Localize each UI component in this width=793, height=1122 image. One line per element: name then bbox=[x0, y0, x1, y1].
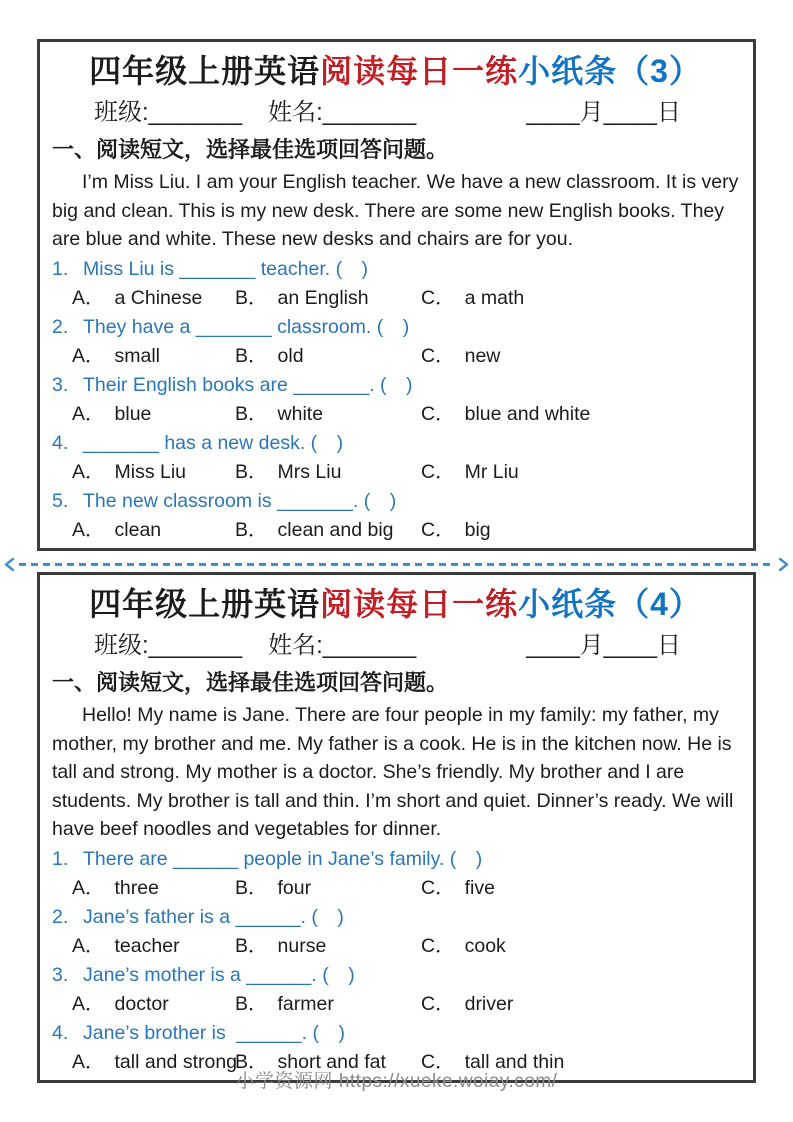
option-letter: C． bbox=[421, 1050, 455, 1073]
class-field-label: 班级: bbox=[94, 632, 149, 659]
option-c bbox=[421, 342, 739, 370]
option-c bbox=[421, 516, 739, 544]
option-letter: C． bbox=[421, 934, 455, 957]
option-c bbox=[421, 400, 739, 428]
option-c bbox=[421, 990, 739, 1018]
option-letter: C． bbox=[421, 518, 455, 541]
reading-passage: I’m Miss Liu. I am your English teacher. We have a new classroom. It is very big and clean. This is my new desk. There are some new English books. They are blue and white. These new desks and chairs are for you. bbox=[52, 171, 739, 250]
option-b bbox=[235, 458, 421, 486]
options-row bbox=[52, 458, 739, 486]
option-text: Miss Liu bbox=[114, 460, 187, 483]
option-text: big bbox=[464, 518, 491, 541]
question-text: The new classroom is _______. ( ) bbox=[83, 489, 397, 512]
option-b bbox=[235, 990, 421, 1018]
option-text: Mrs Liu bbox=[277, 460, 342, 483]
class-field-label: 班级: bbox=[94, 99, 149, 126]
option-text: Mr Liu bbox=[464, 460, 519, 483]
question-row bbox=[52, 255, 739, 283]
option-letter: B． bbox=[235, 344, 268, 367]
name-field-label: 姓名: bbox=[268, 632, 323, 659]
option-text: tall and strong bbox=[114, 1050, 238, 1073]
student-info-row bbox=[52, 98, 739, 128]
option-a bbox=[72, 516, 235, 544]
worksheet-title bbox=[52, 50, 739, 92]
option-text: clean bbox=[114, 518, 162, 541]
question-number: 5. bbox=[52, 489, 69, 512]
title-practice-part: 阅读每日一练 bbox=[320, 586, 519, 622]
option-letter: A． bbox=[72, 344, 105, 367]
question-number: 4. bbox=[52, 1021, 69, 1044]
option-text: blue and white bbox=[464, 402, 591, 425]
option-letter: C． bbox=[421, 992, 455, 1015]
title-number-part: 小纸条（3） bbox=[518, 53, 702, 89]
left-arrow-icon bbox=[3, 557, 18, 572]
question-row bbox=[52, 313, 739, 341]
section-heading: 一、阅读短文，选择最佳选项回答问题。 bbox=[52, 137, 449, 162]
question-text: They have a _______ classroom. ( ) bbox=[83, 315, 410, 338]
question-row bbox=[52, 487, 739, 515]
option-letter: B． bbox=[235, 876, 268, 899]
option-b bbox=[235, 516, 421, 544]
option-letter: A． bbox=[72, 934, 105, 957]
question-row bbox=[52, 371, 739, 399]
question-text: Miss Liu is _______ teacher. ( ) bbox=[83, 257, 369, 280]
option-letter: A． bbox=[72, 518, 105, 541]
question-row bbox=[52, 961, 739, 989]
option-c bbox=[421, 932, 739, 960]
option-letter: B． bbox=[235, 1050, 268, 1073]
option-letter: A． bbox=[72, 1050, 105, 1073]
question-row bbox=[52, 429, 739, 457]
option-b bbox=[235, 400, 421, 428]
title-number-part: 小纸条（4） bbox=[518, 586, 702, 622]
option-letter: B． bbox=[235, 518, 268, 541]
question-text: Jane’s brother is ______. ( ) bbox=[83, 1021, 345, 1044]
option-c bbox=[421, 874, 739, 902]
option-letter: A． bbox=[72, 992, 105, 1015]
option-letter: A． bbox=[72, 286, 105, 309]
question-row bbox=[52, 903, 739, 931]
question-number: 1. bbox=[52, 257, 69, 280]
class-blank: _______ bbox=[148, 99, 243, 126]
option-text: a Chinese bbox=[114, 286, 203, 309]
option-letter: A． bbox=[72, 876, 105, 899]
option-letter: C． bbox=[421, 286, 455, 309]
question-text: _______ has a new desk. ( ) bbox=[83, 431, 344, 454]
question-text: Their English books are _______. ( ) bbox=[83, 373, 413, 396]
option-letter: B． bbox=[235, 934, 268, 957]
question-number: 4. bbox=[52, 431, 69, 454]
option-text: small bbox=[114, 344, 161, 367]
option-text: three bbox=[114, 876, 159, 899]
name-blank: _______ bbox=[322, 99, 417, 126]
option-text: driver bbox=[464, 992, 514, 1015]
worksheet-4 bbox=[37, 572, 756, 1083]
question-number: 3. bbox=[52, 373, 69, 396]
option-letter: C． bbox=[421, 402, 455, 425]
option-text: blue bbox=[114, 402, 152, 425]
option-letter: B． bbox=[235, 402, 268, 425]
option-letter: C． bbox=[421, 876, 455, 899]
option-text: tall and thin bbox=[464, 1050, 565, 1073]
option-text: cook bbox=[464, 934, 506, 957]
option-text: farmer bbox=[277, 992, 334, 1015]
option-text: doctor bbox=[114, 992, 169, 1015]
reading-passage: Hello! My name is Jane. There are four people in my family: my father, my mother, my brother and me. My father is a cook. He is in the kitchen now. He is tall and strong. My mother is a doctor. She’s friendly. My brother and I are students. My brother is tall and thin. I’m short and quiet. Dinner’s ready. We will have beef noodles and vegetables for dinner. bbox=[52, 704, 734, 840]
option-letter: B． bbox=[235, 992, 268, 1015]
options-row bbox=[52, 284, 739, 312]
option-b bbox=[235, 932, 421, 960]
options-row bbox=[52, 516, 739, 544]
option-c bbox=[421, 458, 739, 486]
option-a bbox=[72, 342, 235, 370]
option-text: clean and big bbox=[277, 518, 394, 541]
option-text: white bbox=[277, 402, 324, 425]
question-number: 2. bbox=[52, 315, 69, 338]
option-letter: C． bbox=[421, 460, 455, 483]
option-letter: A． bbox=[72, 460, 105, 483]
question-number: 1. bbox=[52, 847, 69, 870]
question-row bbox=[52, 1019, 739, 1047]
options-row bbox=[52, 990, 739, 1018]
option-a bbox=[72, 284, 235, 312]
option-b bbox=[235, 874, 421, 902]
options-row bbox=[52, 932, 739, 960]
right-arrow-icon bbox=[775, 557, 790, 572]
options-row bbox=[52, 400, 739, 428]
option-letter: C． bbox=[421, 344, 455, 367]
title-practice-part: 阅读每日一练 bbox=[320, 53, 519, 89]
option-letter: B． bbox=[235, 286, 268, 309]
worksheet-title bbox=[52, 583, 739, 625]
section-heading: 一、阅读短文，选择最佳选项回答问题。 bbox=[52, 670, 449, 695]
title-grade-part: 四年级上册英语 bbox=[89, 53, 321, 89]
option-text: nurse bbox=[277, 934, 327, 957]
question-number: 2. bbox=[52, 905, 69, 928]
question-text: There are ______ people in Jane’s family. ( ) bbox=[83, 847, 483, 870]
question-number: 3. bbox=[52, 963, 69, 986]
class-blank: _______ bbox=[148, 632, 243, 659]
option-a bbox=[72, 874, 235, 902]
option-text: new bbox=[464, 344, 501, 367]
options-row bbox=[52, 874, 739, 902]
question-text: Jane’s father is a ______. ( ) bbox=[83, 905, 344, 928]
name-blank: _______ bbox=[322, 632, 417, 659]
option-a bbox=[72, 400, 235, 428]
title-grade-part: 四年级上册英语 bbox=[89, 586, 321, 622]
option-text: a math bbox=[464, 286, 525, 309]
question-text: Jane’s mother is a ______. ( ) bbox=[83, 963, 355, 986]
option-a bbox=[72, 990, 235, 1018]
option-text: four bbox=[277, 876, 312, 899]
option-letter: A． bbox=[72, 402, 105, 425]
question-row bbox=[52, 845, 739, 873]
option-a bbox=[72, 932, 235, 960]
option-text: old bbox=[277, 344, 304, 367]
watermark-footer: 小学资源网 https://xueke.woiay.com/ bbox=[235, 1071, 558, 1092]
option-letter: B． bbox=[235, 460, 268, 483]
option-b bbox=[235, 284, 421, 312]
option-text: teacher bbox=[114, 934, 180, 957]
date-field: ____月____日 bbox=[526, 99, 681, 126]
worksheet-3 bbox=[37, 39, 756, 551]
name-field-label: 姓名: bbox=[268, 99, 323, 126]
option-b bbox=[235, 342, 421, 370]
option-text: an English bbox=[277, 286, 369, 309]
student-info-row bbox=[52, 631, 739, 661]
dashed-line bbox=[19, 563, 774, 566]
date-field: ____月____日 bbox=[526, 632, 681, 659]
option-a bbox=[72, 458, 235, 486]
cut-line bbox=[3, 556, 790, 572]
option-text: five bbox=[464, 876, 495, 899]
option-c bbox=[421, 284, 739, 312]
option-text: short and fat bbox=[277, 1050, 386, 1073]
options-row bbox=[52, 342, 739, 370]
